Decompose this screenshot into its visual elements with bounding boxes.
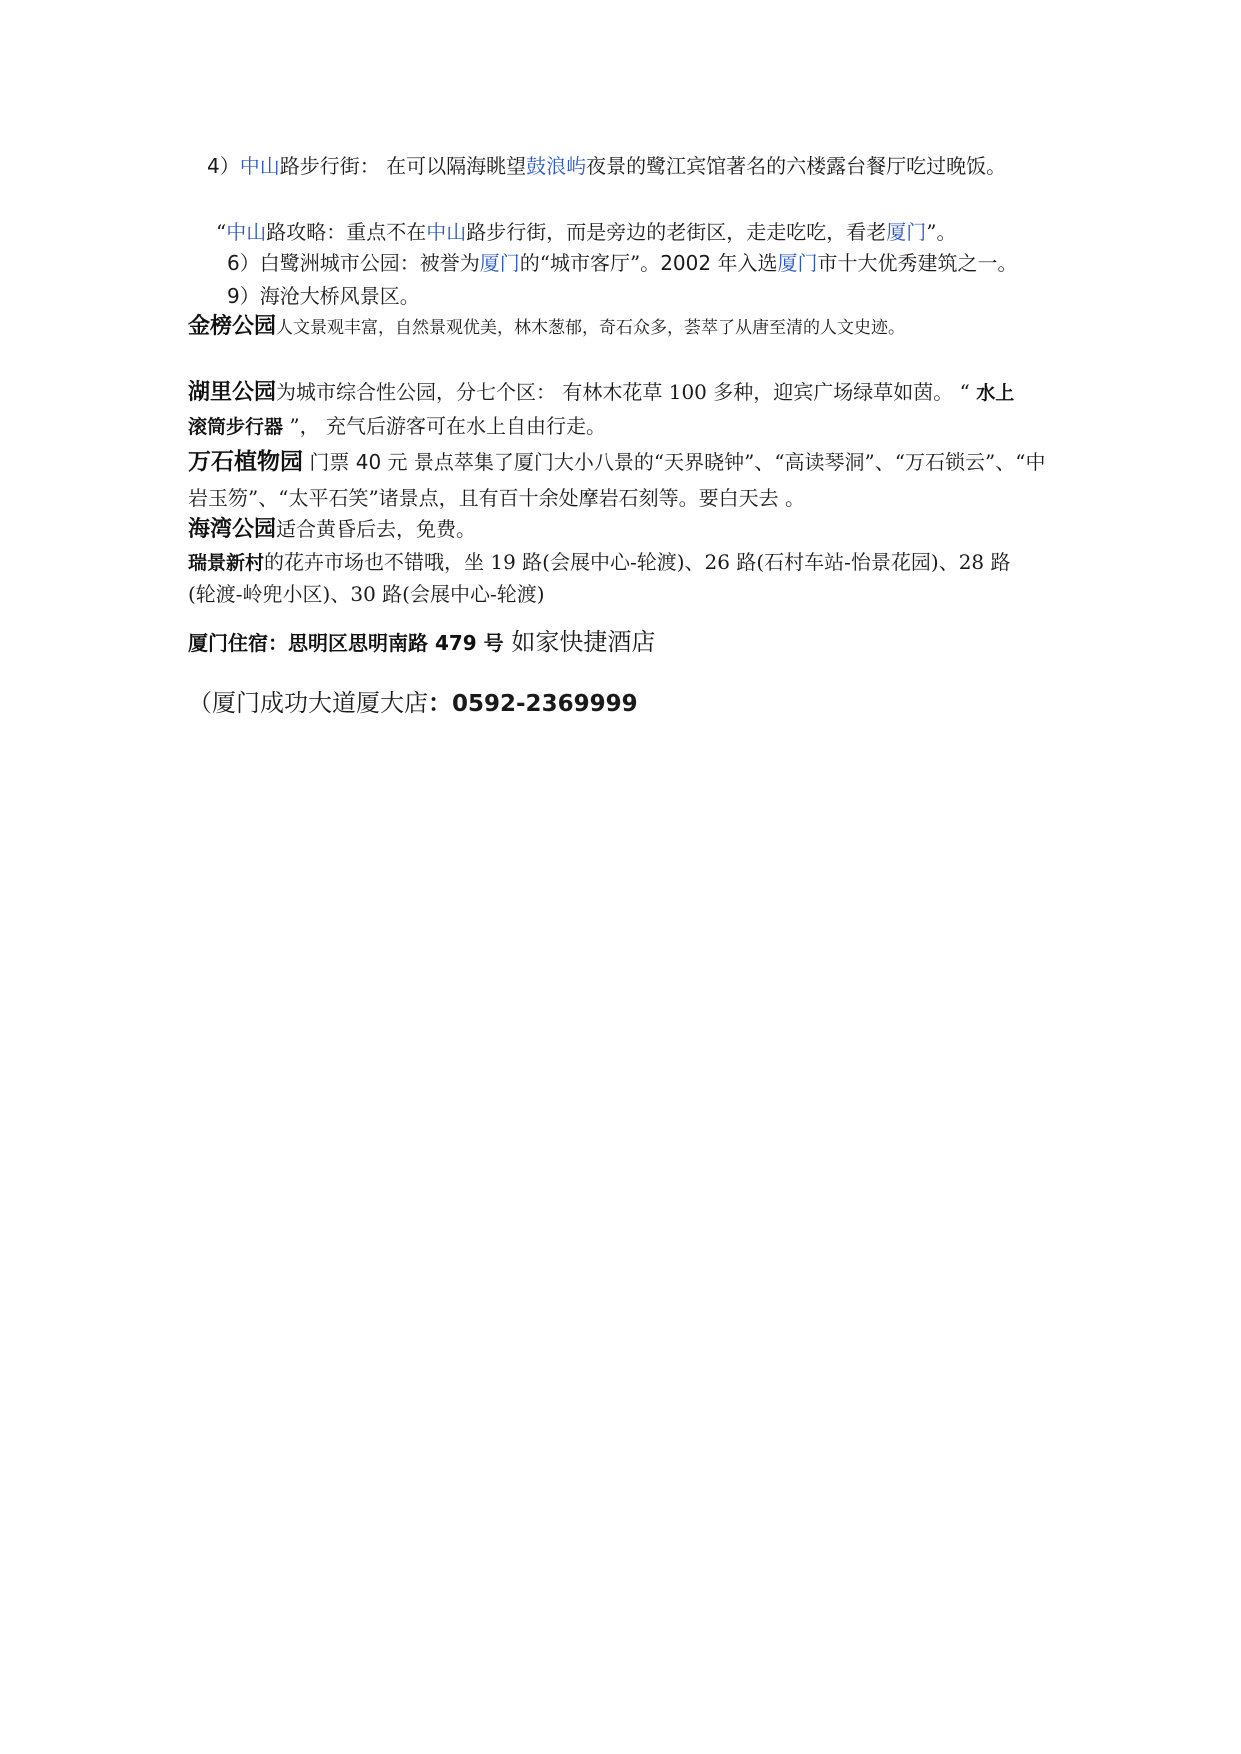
huli-water-walker-cont: 滚筒步行器: [188, 416, 284, 438]
gulangyu-link[interactable]: 鼓浪屿: [526, 154, 587, 178]
huli-water-walker: 水上: [976, 382, 1015, 404]
zhongshan-link[interactable]: 中山: [226, 220, 267, 244]
item-6-number: 6）: [227, 251, 260, 275]
wanshi-price: 40: [355, 450, 382, 474]
item-9-text: 海沧大桥风景区。: [259, 284, 420, 308]
open-quote: “: [216, 220, 227, 244]
huli-title: 湖里公园: [188, 380, 277, 405]
wanshi-text: 门票: [303, 450, 356, 474]
item-6-text: 年入选: [711, 251, 778, 275]
close-quote: ”。: [926, 220, 957, 244]
haiwan-text: 适合黄昏后去，免费。: [276, 517, 477, 541]
wanshi-text-end: 岩玉笏”、“太平石笑”诸景点，且有百十余处摩岩石刻等。要白天去 。: [188, 486, 806, 510]
huli-line-1: [188, 380, 1014, 406]
jinbang-text: 人文景观丰富，自然景观优美，林木葱郁，奇石众多，荟萃了从唐至清的人文史迹。: [276, 318, 906, 338]
haiwan-title: 海湾公园: [188, 517, 277, 542]
wanshi-line-2: [188, 486, 805, 510]
item-4-text-end: 夜景的鹭江宾馆著名的六楼露台餐厅吃过晚饭。: [586, 154, 1007, 178]
huli-text-end: ”， 充气后游客可在水上自由行走。: [283, 414, 606, 438]
item-6-line: [227, 251, 1017, 275]
item-9-line: [227, 284, 420, 308]
zhongshan-link[interactable]: 中山: [239, 154, 280, 178]
item-6-text: 的“城市客厅”。: [519, 251, 661, 275]
hotel-name: 如家快捷酒店: [503, 628, 656, 656]
lodging-line: [188, 628, 655, 657]
item-6-text: 白鹭洲城市公园：被誉为: [259, 251, 480, 275]
ruijing-line-1: [188, 550, 1011, 575]
ruijing-text-end: (轮渡-岭兜小区)、30 路(会展中心-轮渡): [188, 582, 545, 606]
item-6-text-end: 市十大优秀建筑之一。: [817, 251, 1018, 275]
wanshi-title: 万石植物园: [188, 449, 303, 475]
jinbang-title: 金榜公园: [188, 314, 277, 339]
item-4-number: 4）: [207, 154, 240, 178]
ruijing-title: 瑞景新村: [188, 552, 265, 574]
xiamen-link[interactable]: 厦门: [479, 251, 520, 275]
item-4-line: [207, 154, 1006, 178]
ruijing-text: 的花卉市场也不错哦，坐 19 路(会展中心-轮渡)、26 路(石村车站-怡景花园)、28 路: [264, 550, 1011, 574]
zhongshan-tip-line: [216, 220, 956, 244]
wanshi-line-1: [188, 449, 1045, 477]
item-9-number: 9）: [227, 284, 260, 308]
lodging-address: 厦门住宿：思明区思明南路 479 号: [188, 631, 504, 655]
huli-line-2: [188, 414, 606, 439]
branch-separator: ：: [428, 688, 452, 717]
branch-phone: 0592-2369999: [452, 691, 638, 717]
item-4-text: 路步行街： 在可以隔海眺望: [279, 154, 527, 178]
branch-line: [188, 689, 638, 719]
ruijing-line-2: [188, 582, 545, 606]
zhongshan-link[interactable]: 中山: [426, 220, 467, 244]
huli-text: 为城市综合性公园，分七个区： 有林木花草 100 多种，迎宾广场绿草如茵。 “: [276, 380, 977, 404]
xiamen-link[interactable]: 厦门: [886, 220, 927, 244]
jinbang-line: [188, 314, 905, 340]
xiamen-link[interactable]: 厦门: [777, 251, 818, 275]
tip-text: 路攻略：重点不在: [266, 220, 427, 244]
item-6-year: 2002: [660, 251, 712, 275]
wanshi-text: 元 景点萃集了厦门大小八景的“天界晓钟”、“高读琴洞”、“万石锁云”、“中: [381, 450, 1046, 474]
tip-text: 路步行街，而是旁边的老街区，走走吃吃，看老: [466, 220, 887, 244]
branch-name: （厦门成功大道厦大店: [188, 689, 428, 717]
haiwan-line: [188, 517, 476, 543]
